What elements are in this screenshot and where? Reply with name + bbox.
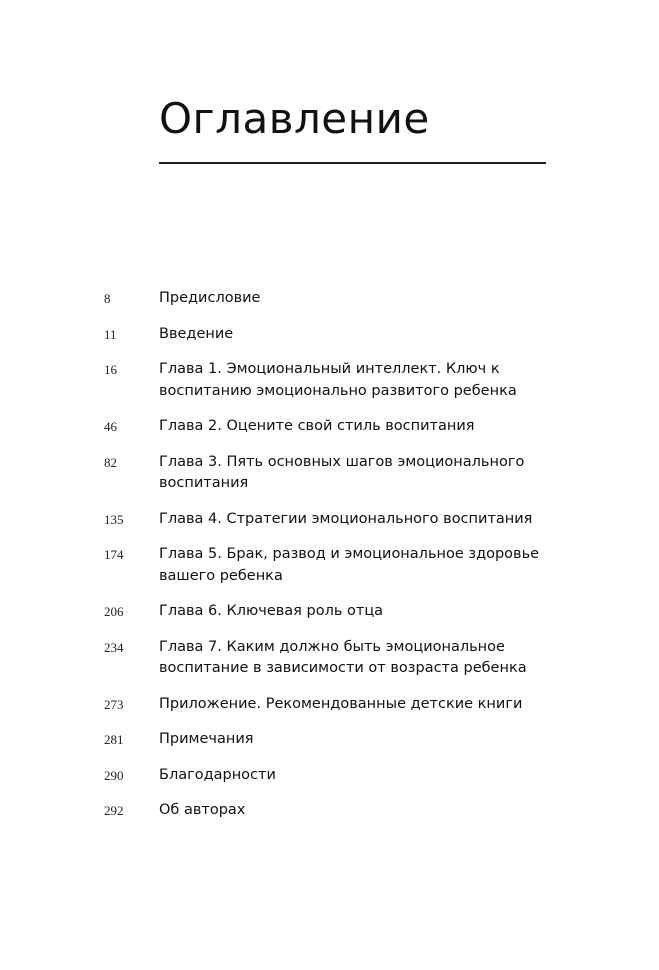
toc-page-number: 82: [104, 454, 117, 470]
toc-entry-title: Предисловие: [159, 290, 261, 306]
table-of-contents: [0, 288, 659, 836]
toc-page-number: 234: [104, 639, 124, 655]
toc-page-number: 281: [104, 732, 124, 747]
toc-page-number: 8: [104, 291, 111, 306]
title-underline: [159, 162, 546, 164]
toc-page-number: 46: [104, 419, 117, 434]
toc-entry-title: Об авторах: [159, 802, 246, 818]
toc-entry-title: Глава 7. Каким должно быть эмоциональное воспитание в зависимости от возраста ребенка: [159, 638, 527, 676]
toc-entry-chapter-4[interactable]: [0, 509, 659, 531]
toc-entry-preface[interactable]: [0, 288, 659, 310]
toc-entry-chapter-5[interactable]: [0, 544, 659, 587]
toc-page-number: 135: [104, 511, 124, 527]
page-title: Оглавление: [159, 94, 430, 143]
toc-entry-title: Глава 5. Брак, развод и эмоциональное здоровье вашего ребенка: [159, 546, 540, 584]
toc-page-number: 273: [104, 696, 124, 712]
toc-entry-appendix[interactable]: [0, 694, 659, 716]
toc-entry-chapter-7[interactable]: [0, 637, 659, 680]
toc-page-number: 16: [104, 362, 117, 377]
toc-entry-notes[interactable]: [0, 729, 659, 751]
toc-entry-chapter-3[interactable]: [0, 452, 659, 495]
toc-entry-introduction[interactable]: [0, 324, 659, 346]
toc-entry-title: Глава 2. Оцените свой стиль воспитания: [159, 418, 475, 434]
toc-entry-title: Глава 3. Пять основных шагов эмоционального воспитания: [159, 453, 525, 491]
toc-entry-about-authors[interactable]: [0, 800, 659, 822]
toc-entry-acknowledgements[interactable]: [0, 765, 659, 787]
toc-entry-title: Примечания: [159, 731, 254, 747]
toc-entry-title: Благодарности: [159, 766, 276, 783]
toc-entry-chapter-2[interactable]: [0, 416, 659, 438]
toc-entry-title: Глава 4. Стратегии эмоционального воспитания: [159, 510, 533, 527]
toc-page-number: 290: [104, 767, 124, 783]
toc-entry-title: Введение: [159, 325, 234, 342]
toc-entry-chapter-1[interactable]: [0, 359, 659, 402]
toc-page-number: 11: [104, 326, 117, 342]
toc-entry-title: Глава 6. Ключевая роль отца: [159, 603, 384, 619]
toc-entry-chapter-6[interactable]: [0, 601, 659, 623]
toc-page-number: 174: [104, 547, 124, 562]
toc-entry-title: Глава 1. Эмоциональный интеллект. Ключ к воспитанию эмоционально развитого ребенка: [159, 361, 517, 399]
toc-entry-title: Приложение. Рекомендованные детские книги: [159, 695, 523, 712]
toc-page-number: 292: [104, 803, 124, 818]
toc-page-number: 206: [104, 604, 124, 619]
